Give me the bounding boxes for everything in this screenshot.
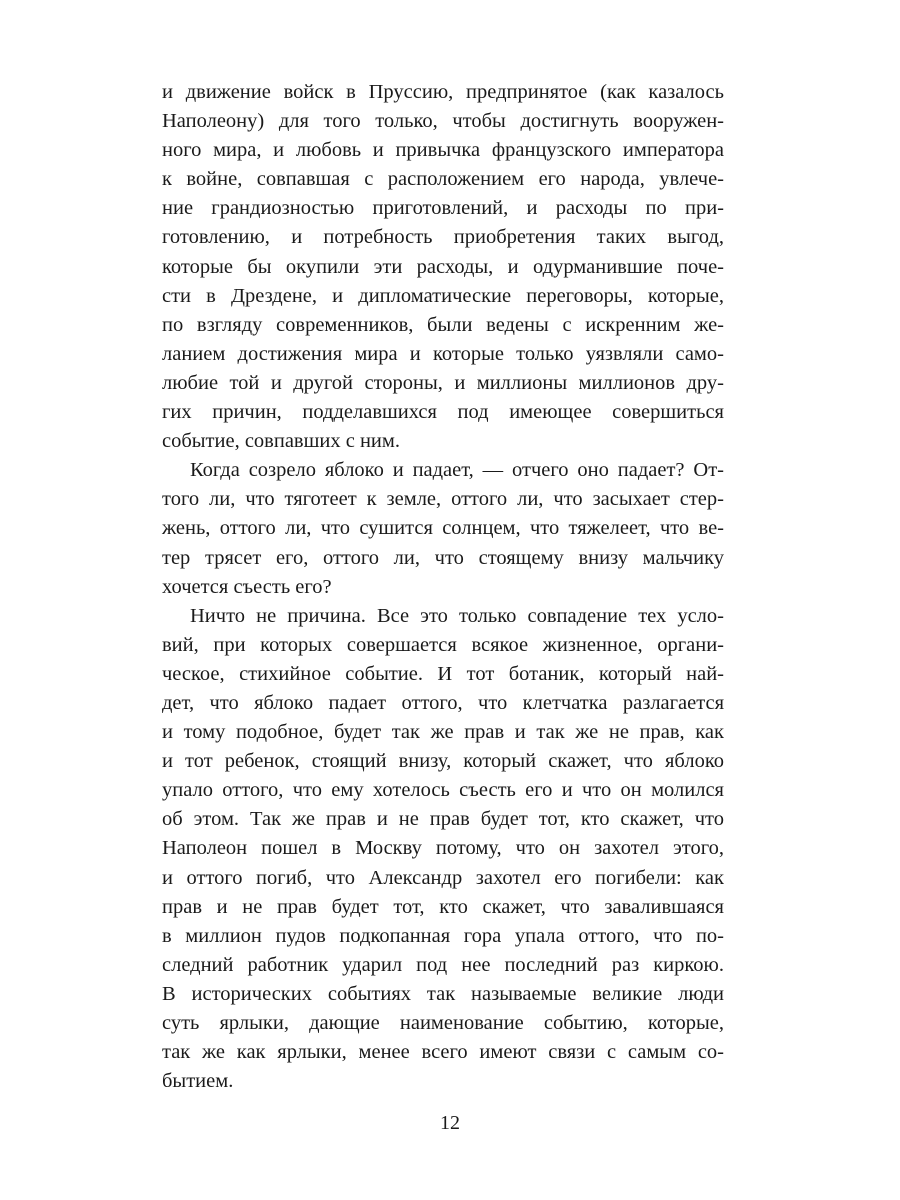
paragraph-3: [162, 602, 724, 1097]
page-body: [162, 78, 724, 1096]
paragraph-2: [162, 456, 724, 601]
text-line: хочется съесть его?: [162, 575, 332, 598]
text-line: тер трясет его, оттого ли, что стоящему внизу мальчику: [162, 546, 724, 569]
text-line: к войне, совпавшая с расположением его народа, увлече-: [162, 168, 724, 191]
text-line: Наполеону) для того только, чтобы достигнуть вооружен-: [162, 110, 724, 133]
text-line: и движение войск в Пруссию, предпринятое (как казалось: [162, 81, 724, 103]
text-line: так же как ярлыки, менее всего имеют связи с самым со-: [162, 1041, 724, 1064]
text-line: и тому подобное, будет так же прав и так же не прав, как: [162, 721, 724, 744]
text-line: сти в Дрездене, и дипломатические переговоры, которые,: [162, 284, 724, 307]
text-line: готовлению, и потребность приобретения таких выгод,: [162, 226, 724, 249]
text-line: Ничто не причина. Все это только совпадение тех усло-: [190, 604, 724, 627]
text-line: ного мира, и любовь и привычка французского императора: [162, 139, 724, 162]
text-line: и тот ребенок, стоящий внизу, который скажет, что яблоко: [162, 750, 724, 773]
text-line: жень, оттого ли, что сушится солнцем, что тяжелеет, что ве-: [162, 517, 724, 540]
text-line: любие той и другой стороны, и миллионы миллионов дру-: [162, 371, 724, 394]
text-line: об этом. Так же прав и не прав будет тот, кто скажет, что: [162, 808, 724, 831]
text-line: прав и не прав будет тот, кто скажет, что завалившаяся: [162, 895, 724, 918]
text-line: суть ярлыки, дающие наименование событию, которые,: [162, 1012, 724, 1034]
text-line: которые бы окупили эти расходы, и одурманившие поче-: [162, 255, 724, 278]
paragraph-1: [162, 78, 724, 456]
text-line: дет, что яблоко падает оттого, что клетчатка разлагается: [162, 691, 724, 714]
text-line: ние грандиозностью приготовлений, и расходы по при-: [162, 197, 724, 220]
text-line: Когда созрело яблоко и падает, — отчего оно падает? От-: [190, 459, 724, 482]
text-line: вий, при которых совершается всякое жизненное, органи-: [162, 633, 724, 656]
text-line: В исторических событиях так называемые великие люди: [162, 982, 724, 1005]
text-line: по взгляду современников, были ведены с искренним же-: [162, 313, 724, 336]
text-line: бытием.: [162, 1070, 234, 1093]
text-line: гих причин, подделавшихся под имеющее совершиться: [162, 401, 724, 424]
text-line: и оттого погиб, что Александр захотел его погибели: как: [162, 866, 724, 889]
text-line: следний работник ударил под нее последний раз киркою.: [162, 953, 724, 976]
text-line: событие, совпавших с ним.: [162, 430, 401, 453]
page-number: 12: [440, 1112, 460, 1134]
text-line: Наполеон пошел в Москву потому, что он захотел этого,: [162, 837, 724, 860]
text-line: того ли, что тяготеет к земле, оттого ли, что засыхает стер-: [162, 488, 724, 511]
text-line: в миллион пудов подкопанная гора упала оттого, что по-: [162, 924, 724, 947]
text-line: ланием достижения мира и которые только уязвляли само-: [162, 342, 724, 365]
text-line: упало оттого, что ему хотелось съесть его и что он молился: [162, 779, 724, 802]
text-line: ческое, стихийное событие. И тот ботаник, который най-: [162, 662, 724, 685]
